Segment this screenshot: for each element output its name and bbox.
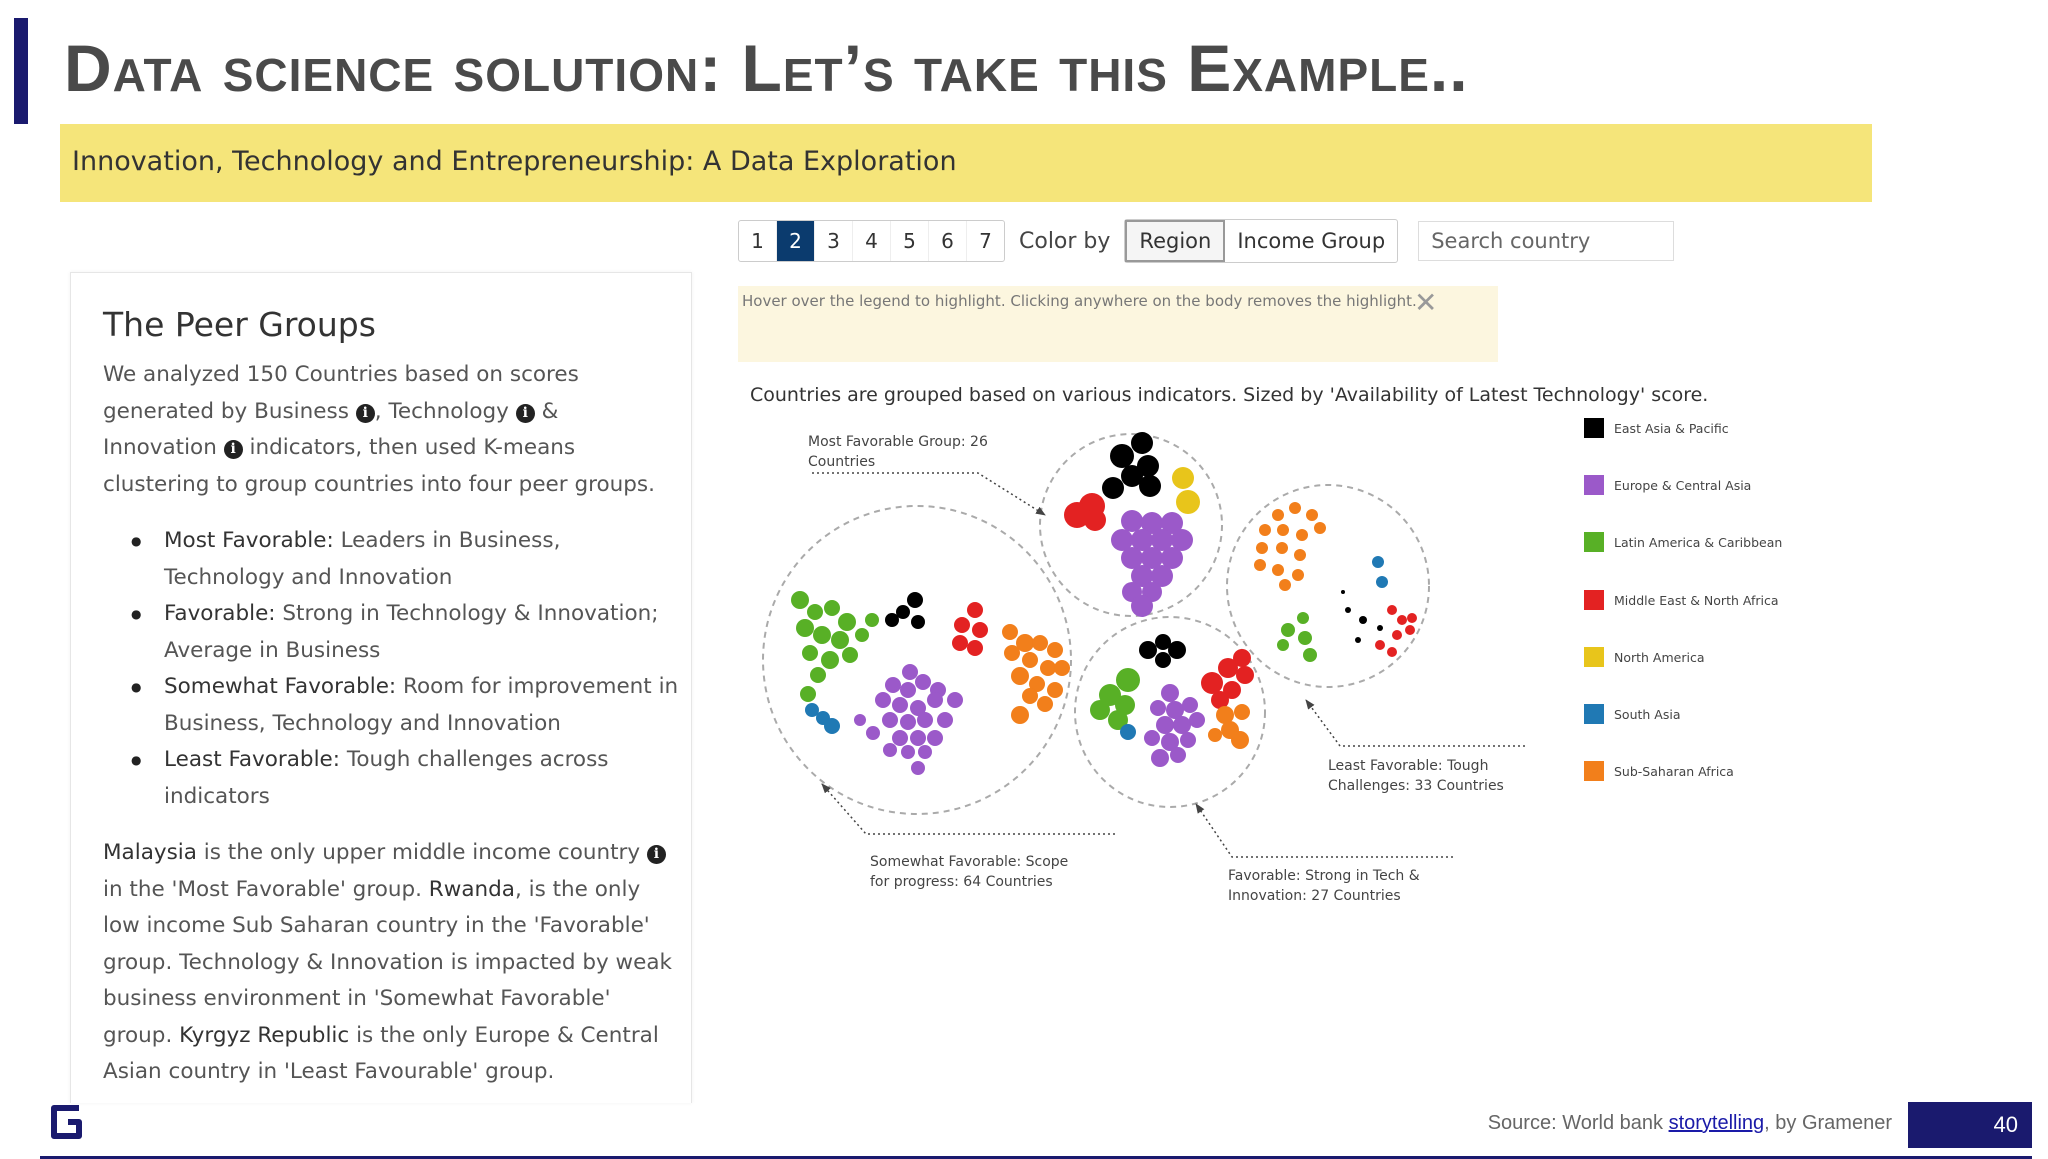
bullet-term: Somewhat Favorable:: [164, 674, 397, 699]
dashboard-title: Innovation, Technology and Entrepreneurship: A Data Exploration: [72, 146, 957, 177]
legend-label: Latin America & Caribbean: [1614, 534, 1783, 550]
country-dot[interactable]: [842, 647, 858, 663]
intro-ampersand: &: [541, 398, 559, 424]
country-dot[interactable]: [1277, 524, 1289, 536]
legend-item[interactable]: [1584, 761, 1734, 781]
country-dot[interactable]: [813, 626, 831, 644]
annotation-connector-least-favorable: [1306, 700, 1525, 746]
country-dot[interactable]: [1144, 730, 1160, 746]
bullet-text: Tough challenges across indicators: [164, 747, 609, 809]
annotation-favorable-line-1: Favorable: Strong in Tech &: [1228, 868, 1420, 884]
note-text: , is the only low income Sub Saharan country in the 'Favorable' group. Technology & Innovation is impacted by weak business environment in 'Somewhat Favorable' group.: [103, 876, 672, 1048]
note-malaysia: Malaysia: [103, 840, 197, 865]
gramener-logo-icon: [46, 1102, 86, 1142]
page-button-5[interactable]: 5: [891, 221, 929, 261]
country-dot[interactable]: [1218, 658, 1238, 678]
country-dot[interactable]: [1170, 747, 1186, 763]
hint-text: Hover over the legend to highlight. Clicking anywhere on the body removes the highlight.: [742, 292, 1417, 310]
bullet-text: Room for improvement in Business, Technology and Innovation: [164, 674, 679, 736]
intro-technology: Technology: [388, 398, 509, 424]
legend-item[interactable]: [1584, 590, 1779, 610]
intro-innovation: Innovation: [103, 435, 217, 460]
color-by-income-group-button[interactable]: Income Group: [1237, 229, 1386, 253]
country-dot[interactable]: [1172, 467, 1194, 489]
country-dot[interactable]: [1022, 652, 1038, 668]
source-prefix: Source: World bank: [1487, 1112, 1669, 1134]
chart-subtitle: Countries are grouped based on various indicators. Sized by 'Availability of Latest Technology' score.: [750, 384, 1709, 406]
country-dot[interactable]: [866, 726, 880, 740]
annotation-connector-most-favorable: [812, 473, 1045, 515]
country-dot[interactable]: [1201, 672, 1223, 694]
country-dot[interactable]: [810, 667, 826, 683]
country-dot[interactable]: [947, 692, 963, 708]
country-dot[interactable]: [1256, 542, 1268, 554]
page-button-7[interactable]: 7: [979, 229, 992, 253]
country-dot[interactable]: [892, 697, 908, 713]
country-dot[interactable]: [882, 712, 898, 728]
note-text: is the only upper middle income country: [196, 840, 647, 865]
bullet-term: Most Favorable:: [164, 528, 334, 553]
country-dot[interactable]: [875, 692, 891, 708]
legend-item[interactable]: [1584, 532, 1782, 552]
country-dot[interactable]: [1306, 509, 1318, 521]
country-dot[interactable]: [824, 718, 840, 734]
annotation-least-favorable-line-1: Least Favorable: Tough: [1328, 758, 1489, 774]
country-dot[interactable]: [1037, 696, 1053, 712]
intro-text-continued: indicators, then used K-means clustering to group countries into four peer groups.: [103, 435, 655, 497]
legend-label: Middle East & North Africa: [1614, 592, 1779, 608]
country-dot[interactable]: [1297, 612, 1309, 624]
legend-swatch: [1584, 418, 1604, 438]
country-dot[interactable]: [1296, 529, 1308, 541]
country-dot[interactable]: [1022, 688, 1038, 704]
search-country-input[interactable]: Search country: [1418, 221, 1674, 261]
intro-separator: ,: [374, 398, 382, 424]
bullet-text: Strong in Technology & Innovation; Average in Business: [164, 601, 659, 663]
country-dot[interactable]: [1397, 615, 1407, 625]
color-by-region-button[interactable]: Region: [1125, 220, 1225, 262]
country-dot[interactable]: [1208, 728, 1222, 742]
country-dot[interactable]: [1341, 590, 1345, 594]
country-dot[interactable]: [1004, 645, 1020, 661]
country-dot[interactable]: [1047, 682, 1063, 698]
country-dot[interactable]: [1139, 475, 1161, 497]
country-dot[interactable]: [937, 712, 953, 728]
country-dot[interactable]: [1173, 716, 1191, 734]
country-dot[interactable]: [1387, 605, 1397, 615]
info-icon[interactable]: i: [516, 404, 535, 423]
note-rwanda: Rwanda: [428, 876, 515, 902]
note-kyrgyz: Kyrgyz Republic: [179, 1022, 350, 1048]
country-dot[interactable]: [1231, 731, 1249, 749]
country-dot[interactable]: [821, 651, 839, 669]
legend-label: East Asia & Pacific: [1614, 420, 1729, 436]
legend-label: North America: [1614, 649, 1705, 665]
country-dot[interactable]: [1281, 623, 1295, 637]
legend-item[interactable]: [1584, 418, 1729, 438]
country-dot[interactable]: [1254, 559, 1266, 571]
country-dot[interactable]: [1110, 444, 1134, 468]
country-dot[interactable]: [927, 692, 943, 708]
legend-item[interactable]: [1584, 475, 1751, 495]
country-dot[interactable]: [796, 619, 814, 637]
country-dot[interactable]: [1405, 625, 1415, 635]
country-dot[interactable]: [927, 730, 943, 746]
bullet-term: Favorable:: [164, 601, 276, 626]
country-dot[interactable]: [1359, 616, 1367, 624]
country-dot[interactable]: [885, 613, 899, 627]
annotation-somewhat-favorable-line-2: for progress: 64 Countries: [870, 874, 1053, 890]
country-dot[interactable]: [1090, 700, 1110, 720]
country-dot[interactable]: [1407, 613, 1417, 623]
country-dot[interactable]: [972, 622, 988, 638]
legend-swatch: [1584, 532, 1604, 552]
country-dot[interactable]: [1279, 579, 1291, 591]
country-dot[interactable]: [1131, 595, 1153, 617]
country-dot[interactable]: [1377, 625, 1383, 631]
country-dot[interactable]: [1131, 432, 1153, 454]
country-dot[interactable]: [1236, 666, 1254, 684]
country-dot[interactable]: [954, 617, 970, 633]
country-dot[interactable]: [1345, 607, 1351, 613]
cluster-boundary-least-favorable: [1227, 485, 1429, 687]
country-dot[interactable]: [1277, 639, 1289, 651]
country-dot[interactable]: [907, 592, 923, 608]
country-dot[interactable]: [1176, 490, 1200, 514]
country-dot[interactable]: [1272, 564, 1284, 576]
country-dot[interactable]: [952, 635, 968, 651]
country-dots: [791, 432, 1417, 775]
country-dot[interactable]: [1002, 624, 1018, 640]
country-dot[interactable]: [838, 613, 856, 631]
bullet-term: Least Favorable:: [164, 747, 341, 772]
country-dot[interactable]: [1120, 724, 1136, 740]
country-dot[interactable]: [1084, 509, 1106, 531]
country-dot[interactable]: [1182, 697, 1198, 713]
country-dot[interactable]: [918, 745, 932, 759]
country-dot[interactable]: [1259, 524, 1271, 536]
country-dot[interactable]: [900, 714, 916, 730]
country-dot[interactable]: [1375, 640, 1385, 650]
intro-business: Business: [254, 398, 349, 424]
close-icon[interactable]: ✕: [1414, 286, 1438, 319]
country-dot[interactable]: [1139, 641, 1157, 659]
source-attribution: [1488, 1112, 1892, 1135]
country-dot[interactable]: [824, 600, 840, 616]
bullet-text: Leaders in Business, Technology and Innovation: [164, 528, 561, 590]
country-dot[interactable]: [1272, 509, 1284, 521]
country-dot[interactable]: [800, 686, 816, 702]
info-icon[interactable]: i: [356, 404, 375, 423]
slide-title: Data science solution: Let’s take this Example..: [64, 31, 1469, 105]
annotation-most-favorable-line-2: Countries: [808, 454, 876, 470]
country-dot[interactable]: [915, 674, 931, 690]
country-dot[interactable]: [1116, 668, 1140, 692]
country-dot[interactable]: [900, 682, 916, 698]
page-button-2[interactable]: 2: [777, 221, 815, 261]
country-dot[interactable]: [1011, 667, 1029, 685]
country-dot[interactable]: [967, 640, 983, 656]
country-dot[interactable]: [831, 631, 849, 649]
country-dot[interactable]: [1161, 684, 1179, 702]
country-dot[interactable]: [1314, 522, 1326, 534]
country-dot[interactable]: [855, 628, 869, 642]
info-icon[interactable]: i: [224, 440, 243, 459]
country-dot[interactable]: [911, 615, 925, 629]
color-by-label: Color by: [1019, 228, 1111, 254]
country-dot[interactable]: [1040, 660, 1056, 676]
country-dot[interactable]: [967, 602, 983, 618]
page-button-1[interactable]: 1: [739, 221, 777, 261]
annotation-connector-somewhat-favorable: [822, 784, 1115, 834]
annotation-most-favorable-line-1: Most Favorable Group: 26: [808, 434, 988, 450]
country-dot[interactable]: [1298, 631, 1312, 645]
country-dot[interactable]: [791, 591, 809, 609]
country-dot[interactable]: [865, 613, 879, 627]
legend-label: Europe & Central Asia: [1614, 477, 1752, 493]
country-dot[interactable]: [902, 664, 918, 680]
country-dot[interactable]: [1189, 712, 1205, 728]
legend-label: South Asia: [1614, 706, 1681, 722]
legend-swatch: [1584, 761, 1604, 781]
country-dot[interactable]: [1102, 477, 1124, 499]
annotation-favorable-line-2: Innovation: 27 Countries: [1228, 888, 1401, 904]
source-link[interactable]: storytelling: [1668, 1112, 1765, 1134]
country-dot[interactable]: [1355, 637, 1361, 643]
country-dot[interactable]: [917, 712, 933, 728]
country-dot[interactable]: [892, 730, 908, 746]
page-button-4[interactable]: 4: [853, 221, 891, 261]
info-icon[interactable]: i: [647, 845, 666, 864]
country-dot[interactable]: [1011, 706, 1029, 724]
country-dot[interactable]: [1032, 635, 1048, 651]
country-dot[interactable]: [1156, 716, 1174, 734]
panel-title: The Peer Groups: [103, 305, 376, 344]
country-dot[interactable]: [1121, 510, 1143, 532]
annotation-connector-favorable: [1196, 804, 1453, 857]
country-dot[interactable]: [1168, 641, 1186, 659]
country-dot[interactable]: [1151, 749, 1169, 767]
page-number: 40: [1908, 1102, 2032, 1148]
country-dot[interactable]: [901, 745, 915, 759]
page-button-6[interactable]: 6: [929, 221, 967, 261]
country-dot[interactable]: [1155, 652, 1171, 668]
intro-text: We analyzed 150 Countries based on scores generated by: [103, 362, 579, 424]
note-text: in the 'Most Favorable' group.: [103, 876, 429, 902]
country-dot[interactable]: [1289, 502, 1301, 514]
country-dot[interactable]: [883, 743, 897, 757]
country-dot[interactable]: [1180, 732, 1196, 748]
country-dot[interactable]: [885, 677, 901, 693]
annotation-least-favorable-line-2: Challenges: 33 Countries: [1328, 778, 1504, 794]
country-dot[interactable]: [911, 761, 925, 775]
country-dot[interactable]: [1047, 642, 1063, 658]
legend-swatch: [1584, 590, 1604, 610]
country-dot[interactable]: [1292, 569, 1304, 581]
legend-swatch: [1584, 475, 1604, 495]
country-dot[interactable]: [854, 714, 866, 726]
country-dot[interactable]: [1392, 630, 1402, 640]
country-dot[interactable]: [1294, 549, 1306, 561]
country-dot[interactable]: [910, 730, 926, 746]
annotation-somewhat-favorable-line-1: Somewhat Favorable: Scope: [870, 854, 1069, 870]
country-dot[interactable]: [1276, 542, 1288, 554]
country-dot[interactable]: [1303, 648, 1317, 662]
source-suffix: , by Gramener: [1764, 1112, 1892, 1134]
page-button-3[interactable]: 3: [815, 221, 853, 261]
country-dot[interactable]: [1376, 576, 1388, 588]
country-dot[interactable]: [1054, 660, 1070, 676]
country-dot[interactable]: [1387, 647, 1397, 657]
country-dot[interactable]: [1372, 556, 1384, 568]
country-dot[interactable]: [1150, 700, 1166, 716]
legend-swatch: [1584, 647, 1604, 667]
legend-item[interactable]: [1584, 704, 1681, 724]
country-dot[interactable]: [1234, 704, 1250, 720]
country-dot[interactable]: [807, 604, 823, 620]
legend-label: Sub-Saharan Africa: [1614, 763, 1734, 779]
legend-swatch: [1584, 704, 1604, 724]
country-dot[interactable]: [802, 645, 818, 661]
note-text: is the only Europe & Central Asian country in 'Least Favourable' group.: [103, 1022, 659, 1084]
legend-item[interactable]: [1584, 647, 1705, 667]
